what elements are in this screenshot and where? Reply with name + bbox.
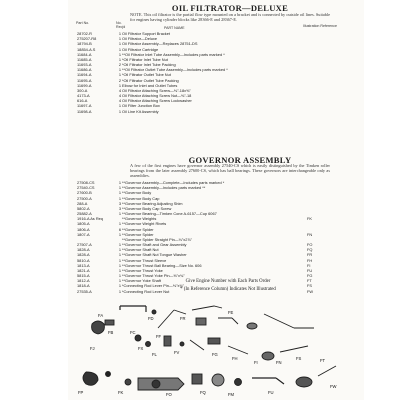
part-name: *Oil Filtrator Outlet Tube Nut — [122, 72, 171, 78]
oil-filtrator-note: NOTE. This oil filtrator is the partial flow type mounted on a bracket and is connected by outside oil lines. Suitable for engines having cylinder blocks like 28366-E and 28367-E. — [130, 12, 330, 22]
diagram-label: FQ — [200, 390, 206, 395]
part-number: 11698-A — [77, 108, 92, 114]
part-name: **Governor Thrust Yoke Pin—⅜"x¾" — [122, 273, 185, 279]
illustration-ref: FO — [307, 242, 313, 248]
part-number: 11684-A — [77, 51, 92, 57]
diagram-label: FL — [152, 352, 157, 357]
part-number: 11697-A — [77, 103, 92, 109]
part-number: 11693-A — [77, 62, 92, 68]
part-number: 11686-A — [77, 67, 92, 73]
quantity: 1 — [118, 36, 122, 42]
part-name: **Governor Spider — [122, 226, 154, 232]
diagram-label: FB — [108, 330, 114, 335]
diagram-label: FH — [232, 356, 238, 361]
quantity: 1 — [118, 231, 122, 237]
part-name: Oil Filtrator Support Bracket — [122, 31, 171, 36]
part-number: 11685-A — [77, 56, 92, 62]
illustration-ref: FS — [307, 283, 312, 289]
part-name: **Governor Bearing Adjusting Shim — [122, 200, 183, 206]
diagram-label: FK — [118, 390, 124, 395]
part-name: **Governor Body Cap — [122, 195, 160, 201]
part-name: **Governor Shaft and Gear Assembly — [122, 242, 187, 248]
diagram-label: FJ — [90, 346, 95, 351]
part-number: 27500-A — [77, 195, 92, 201]
part-name: Oil Filtrator—Deluxe — [122, 36, 158, 42]
part-name: **Governor Weights — [122, 216, 157, 222]
part-name: *Oil Filtrator Inlet Tube Nut — [122, 56, 168, 62]
part-name: Oil Filtrator Attaching Screw Lockwasher — [122, 98, 192, 104]
quantity: 1 — [118, 195, 122, 201]
diagram-label: FI — [254, 360, 258, 365]
quantity: 1 — [118, 262, 122, 268]
part-name: **Governor Spider — [122, 231, 154, 237]
illustration-ref: FQ — [307, 247, 313, 253]
diagram-label: FT — [320, 358, 326, 363]
governor-note: A few of the first engines have governor assembly 27540-CS which is easily distinguished by the Timken roller bearings from the later assembly 27600-CS, which has ball bearings. These governors are interchangeable only as assemblies. — [130, 163, 330, 178]
oil-filtrator-parts-list — [68, 31, 364, 114]
order-instruction: Give Engine Number with Each Parts Order — [185, 279, 271, 284]
part-number: 288-A — [77, 200, 88, 206]
illustration-ref: FW — [307, 288, 314, 294]
part-name: **Governor Assembly—Includes parts marked ** — [122, 185, 206, 191]
part-number: 27535-A — [77, 288, 92, 294]
section-title-governor: GOVERNOR ASSEMBLY — [188, 155, 292, 165]
quantity: 1 — [118, 257, 122, 263]
quantity: 1 — [118, 252, 122, 258]
part-number: 27508-CS — [77, 180, 95, 185]
part-name: **Oil Filtrator Outlet Tube Assembly—Includes parts marked * — [122, 67, 228, 73]
quantity: 6 — [118, 226, 122, 232]
illustration-ref: FK — [307, 216, 312, 222]
reference-note: * (In Reference Column) Indicates Not Illustrated — [180, 287, 276, 292]
diagram-label: FS — [296, 356, 302, 361]
header-req: No. Req'd — [116, 21, 126, 29]
part-name: Oil Filtrator Attaching Screw Nut—⅜"-18 — [122, 93, 192, 99]
part-number: 25882-A — [77, 211, 92, 217]
part-number: 5802-A — [77, 205, 90, 211]
part-number: 1807-A — [77, 231, 90, 237]
quantity: 1 — [118, 273, 122, 279]
part-name: **Oil Filtrator Inlet Tube Assembly—Includes parts marked * — [122, 51, 225, 57]
diagram-label: FX — [138, 346, 144, 351]
part-number: 28702-R — [77, 31, 92, 36]
part-number: 4173-A — [77, 93, 90, 99]
diagram-label: FW — [330, 384, 337, 389]
part-name: **Governor Shaft Nut Tongue Washer — [122, 252, 187, 258]
quantity: 1 — [118, 288, 122, 294]
part-number: 1916-A As Req — [77, 216, 103, 222]
quantity: 3 — [118, 200, 122, 206]
quantity: 1 — [118, 31, 122, 36]
diagram-label: FN — [276, 360, 282, 365]
illustration-ref: FI — [307, 262, 311, 268]
part-number: 1806-A — [77, 226, 90, 232]
part-name: **Governor Body Cap Screw — [122, 205, 172, 211]
diagram-label: FP — [78, 390, 84, 395]
part-name: *Oil Filtrator Inlet Tube Packing — [122, 62, 176, 68]
quantity: 1 — [118, 41, 122, 47]
diagram-label: FU — [268, 390, 274, 395]
quantity: 3 — [118, 205, 122, 211]
governor-parts-list — [68, 180, 364, 294]
part-number: 275207-R8 — [77, 36, 97, 42]
part-name: Oil Filtrator Assembly—Replaces 28751-DS — [122, 41, 198, 47]
diagram-label: FR — [180, 316, 186, 321]
quantity: 1 — [118, 67, 122, 73]
quantity: 1 — [118, 46, 122, 52]
part-name: Oil Filtrator Attaching Screw—⅜"-18x⅝" — [122, 87, 191, 93]
quantity: 1 — [118, 242, 122, 248]
part-name: Oil Line Kit Assembly — [122, 108, 159, 114]
quantity: 2 — [118, 62, 122, 68]
part-number: 1818-A — [77, 283, 90, 289]
part-number: 27600-B — [77, 190, 92, 196]
part-number: 1828-A — [77, 247, 90, 253]
quantity: 1 — [118, 211, 122, 217]
part-number: 1805-A — [77, 221, 90, 227]
part-number: 1828-A — [77, 252, 90, 258]
quantity: 1 — [118, 108, 122, 114]
parts-row — [68, 109, 364, 114]
diagram-label: FD — [148, 316, 154, 321]
part-name: **Governor Thrust Ball Bearing—Size No. 606 — [122, 262, 202, 268]
part-number: 18854-A.S — [77, 46, 96, 52]
part-name: *Connecting Rod Lever Pin—⅜"x¾" — [122, 283, 185, 289]
header-part-no: Part No. — [76, 21, 90, 25]
quantity: 1 — [118, 51, 122, 57]
quantity: 4 — [118, 93, 122, 99]
quantity: 1 — [118, 283, 122, 289]
illustration-ref: FR — [307, 252, 313, 258]
illustration-ref: FU — [307, 267, 313, 273]
quantity: 1 — [118, 221, 122, 227]
part-number: 1821-A — [77, 267, 90, 273]
part-name: Oil Filter Junction Box — [122, 103, 160, 109]
quantity: 1 — [118, 190, 122, 196]
part-name: **Governor Shaft Nut — [122, 247, 159, 253]
part-number: 27540-CS — [77, 185, 95, 191]
governor-exploded-diagram — [68, 298, 364, 400]
quantity: 2 — [118, 77, 122, 83]
header-reference: Illustration Reference — [303, 24, 337, 28]
quantity: 1 — [118, 72, 122, 78]
part-number: 27507-A — [77, 242, 92, 248]
quantity: 1 — [118, 267, 122, 273]
part-name: **Governor Thrust Sleeve — [122, 257, 167, 263]
part-number: 1812-A — [77, 278, 90, 284]
illustration-ref: FH — [307, 257, 313, 263]
part-name: Oil Filtrator Cartridge — [122, 46, 159, 52]
part-number: 1813-A — [77, 262, 90, 268]
part-name: **Governor Thrust Yoke — [122, 267, 163, 273]
part-name: *Connecting Rod Lever Nut — [122, 288, 170, 294]
part-name: Elbow for Inlet and Outlet Tubes — [122, 82, 178, 88]
section-title-oil-filtrator: OIL FILTRATOR—DELUXE — [171, 3, 289, 13]
diagram-label: FG — [212, 352, 218, 357]
diagram-label: FF — [156, 334, 162, 339]
quantity: 1 — [118, 185, 122, 191]
header-part-name: PART NAME — [164, 26, 185, 30]
part-name: **Governor Body — [122, 190, 152, 196]
part-number: 300-A — [77, 87, 88, 93]
quantity: 1 — [118, 103, 122, 109]
part-name: **Governor Yoke Shaft — [122, 278, 161, 284]
diagram-label: FA — [98, 313, 104, 318]
part-number: 5810-A — [77, 257, 90, 263]
part-name: **Governor Assembly—Complete—Includes parts marked * — [122, 180, 225, 185]
diagram-label: FO — [166, 392, 172, 397]
quantity: 1 — [118, 82, 122, 88]
part-number: 11695-A — [77, 77, 92, 83]
illustration-ref: FT — [307, 278, 312, 284]
part-number: 18794-B — [77, 41, 92, 47]
part-number: 11699-A — [77, 82, 92, 88]
quantity: 1 — [118, 247, 122, 253]
part-number: 11694-A — [77, 72, 92, 78]
diagram-label: FC — [130, 330, 136, 335]
quantity: 4 — [118, 98, 122, 104]
part-name: **Governor Bearing—Timken Cone A-6157—Cup 6067 — [122, 211, 217, 217]
catalog-page — [68, 0, 364, 400]
quantity: 4 — [118, 87, 122, 93]
part-name: *Oil Filtrator Outlet Tube Packing — [122, 77, 179, 83]
diagram-label: FM — [228, 392, 235, 397]
part-name: **Governor Weight Rivets — [122, 221, 167, 227]
quantity: 1 — [118, 56, 122, 62]
illustration-ref: FG — [307, 273, 313, 279]
quantity: 1 — [118, 180, 122, 185]
part-name: **Governor Spider Straight Pin—⅛"x2⅞" — [122, 236, 193, 242]
diagram-label: FE — [228, 310, 234, 315]
part-number: 616-A — [77, 98, 88, 104]
quantity: 1 — [118, 278, 122, 284]
diagram-label: FV — [174, 350, 180, 355]
illustration-ref: FN — [307, 231, 313, 237]
part-number: 5815-A — [77, 273, 90, 279]
